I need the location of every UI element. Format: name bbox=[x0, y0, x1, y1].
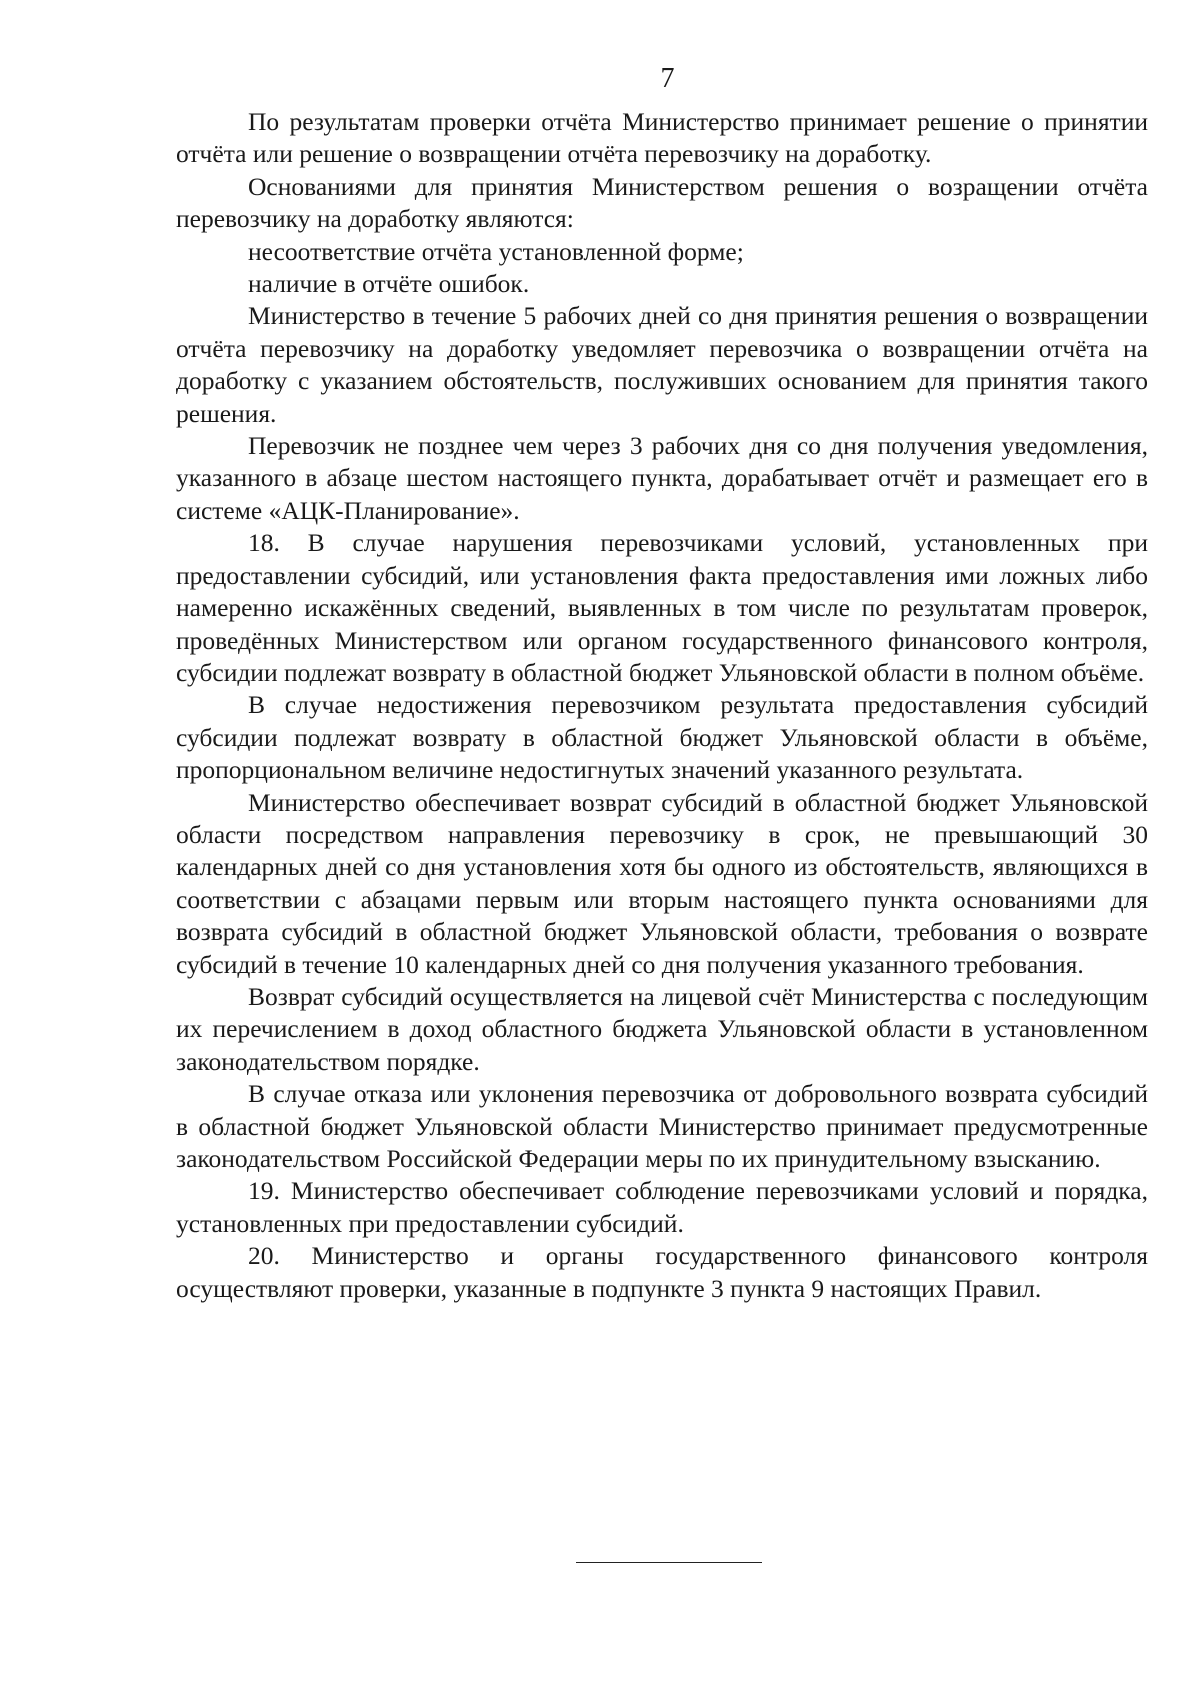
paragraph: Возврат субсидий осуществляется на лицевой счёт Министерства с последующим их перечислением в доход областного бюджета Ульяновской области в установленном законодательством порядке. bbox=[176, 981, 1148, 1076]
page-number: 7 bbox=[660, 63, 675, 94]
paragraph: Перевозчик не позднее чем через 3 рабочих дня со дня получения уведомления, указанного в абзаце шестом настоящего пункта, дорабатывает отчёт и размещает его в системе «АЦК-Планирование». bbox=[176, 431, 1148, 525]
paragraph: По результатам проверки отчёта Министерство принимает решение о принятии отчёта или решение о возвращении отчёта перевозчику на доработку. bbox=[176, 107, 1148, 169]
paragraph: Министерство обеспечивает возврат субсидий в областной бюджет Ульяновской области посредством направления перевозчику в срок, не превышающий 30 календарных дней со дня установления хотя бы одного из обстоятельств, являющихся в соответствии с абзацами первым или вторым настоящего пункта основаниями для возврата субсидий в областной бюджет Ульяновской области, требования о возврате субсидий в течение 10 календарных дней со дня получения указанного требования. bbox=[176, 787, 1148, 979]
paragraph: В случае отказа или уклонения перевозчика от добровольного возврата субсидий в областной бюджет Ульяновской области Министерство принимает предусмотренные законодательством Российской Федерации меры по их принудительному взысканию. bbox=[176, 1079, 1148, 1173]
paragraph: В случае недостижения перевозчиком результата предоставления субсидий субсидии подлежат возврату в областной бюджет Ульяновской области в объёме, пропорциональном величине недостигнутых значений указанного результата. bbox=[176, 690, 1148, 785]
end-of-document-rule bbox=[576, 1562, 762, 1563]
paragraph: 18. В случае нарушения перевозчиками условий, установленных при предоставлении субсидий, или установления факта предоставления ими ложных либо намеренно искажённых сведений, выявленных в том числе по результатам проверок, проведённых Министерством или органом государственного финансового контроля, субсидии подлежат возврату в областной бюджет Ульяновской области в полном объёме. bbox=[176, 528, 1148, 687]
paragraph: 20. Министерство и органы государственного финансового контроля осуществляют проверки, указанные в подпункте 3 пункта 9 настоящих Правил. bbox=[176, 1241, 1148, 1303]
paragraph: 19. Министерство обеспечивает соблюдение перевозчиками условий и порядка, установленных при предоставлении субсидий. bbox=[176, 1176, 1148, 1238]
document-body bbox=[176, 106, 1148, 1305]
paragraph: несоответствие отчёта установленной форме; bbox=[248, 236, 744, 266]
paragraph: наличие в отчёте ошибок. bbox=[248, 269, 530, 299]
paragraph: Основаниями для принятия Министерством решения о возращении отчёта перевозчику на доработку являются: bbox=[176, 171, 1148, 234]
paragraph: Министерство в течение 5 рабочих дней со дня принятия решения о возвращении отчёта перевозчику на доработку уведомляет перевозчика о возвращении отчёта на доработку с указанием обстоятельств, послуживших основанием для принятия такого решения. bbox=[176, 301, 1148, 428]
